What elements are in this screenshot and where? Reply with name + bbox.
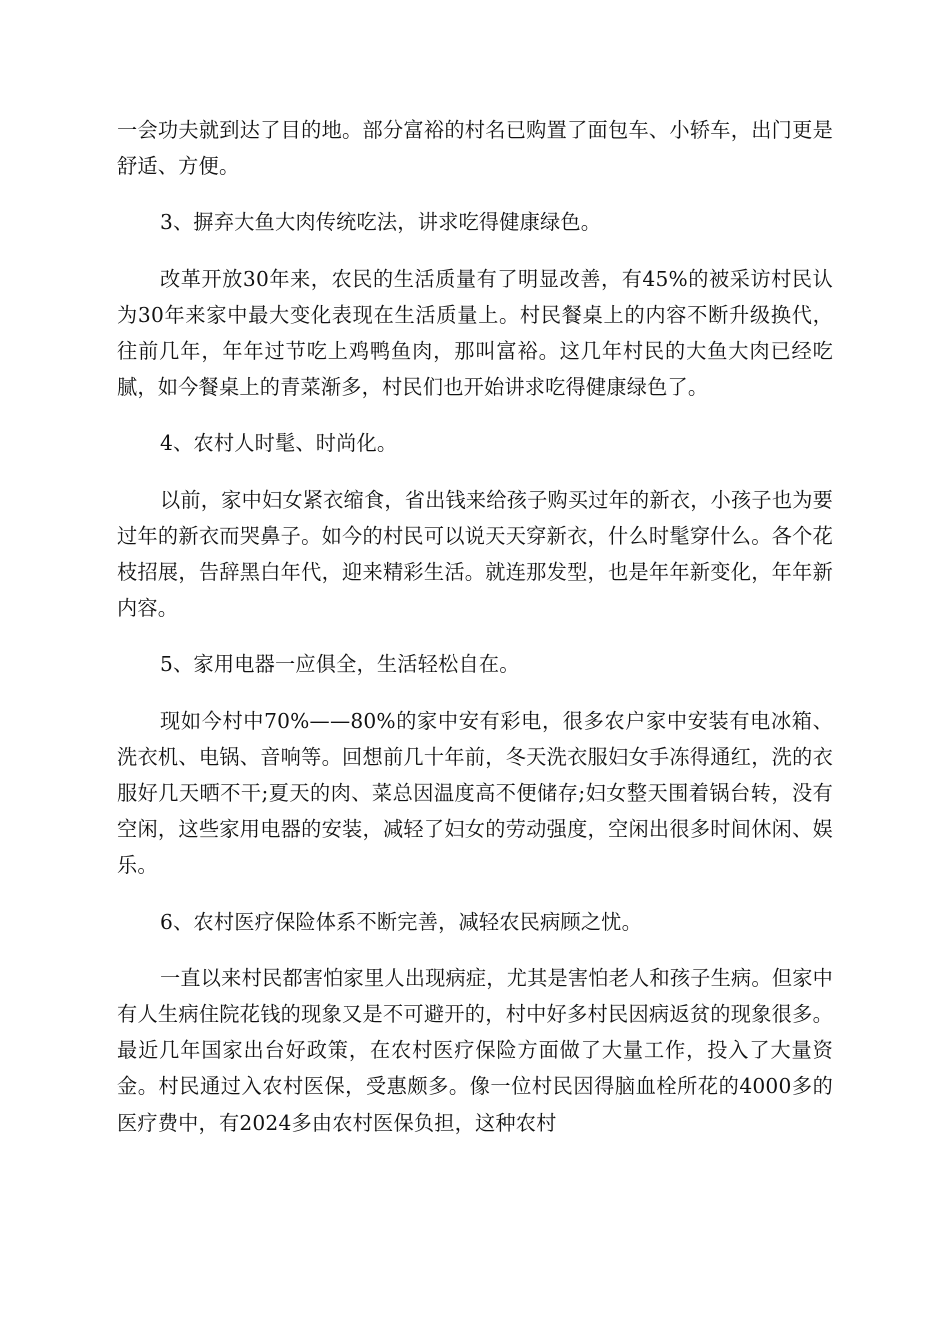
document-page xyxy=(117,112,833,1141)
paragraph-5: 现如今村中70%——80%的家中安有彩电，很多农户家中安装有电冰箱、洗衣机、电锅、音响等。回想前几十年前，冬天洗衣服妇女手冻得通红，洗的衣服好几天晒不干;夏天的肉、菜总因温度高不便储存;妇女整天围着锅台转，没有空闲，这些家用电器的安装，减轻了妇女的劳动强度，空闲出很多时间休闲、娱乐。 xyxy=(117,708,833,878)
heading-5: 5、家用电器一应俱全，生活轻松自在。 xyxy=(160,652,520,677)
heading-4: 4、农村人时髦、时尚化。 xyxy=(160,431,398,456)
paragraph-3: 改革开放30年来，农民的生活质量有了明显改善，有45%的被采访村民认为30年来家中最大变化表现在生活质量上。村民餐桌上的内容不断升级换代，往前几年，年年过节吃上鸡鸭鱼肉，那叫富裕。这几年村民的大鱼大肉已经吃腻，如今餐桌上的青菜渐多，村民们也开始讲求吃得健康绿色了。 xyxy=(117,266,833,400)
paragraph-4: 以前，家中妇女紧衣缩食，省出钱来给孩子购买过年的新衣，小孩子也为要过年的新衣而哭鼻子。如今的村民可以说天天穿新衣，什么时髦穿什么。各个花枝招展，告辞黑白年代，迎来精彩生活。就连那发型，也是年年新变化，年年新内容。 xyxy=(117,487,833,621)
paragraph-6: 一直以来村民都害怕家里人出现病症，尤其是害怕老人和孩子生病。但家中有人生病住院花钱的现象又是不可避开的，村中好多村民因病返贫的现象很多。最近几年国家出台好政策，在农村医疗保险方面做了大量工作，投入了大量资金。村民通过入农村医保，受惠颇多。像一位村民因得脑血栓所花的4000多的医疗费中，有2024多由农村医保负担，这种农村 xyxy=(117,965,833,1135)
heading-3: 3、摒弃大鱼大肉传统吃法，讲求吃得健康绿色。 xyxy=(160,210,602,235)
paragraph-1: 一会功夫就到达了目的地。部分富裕的村名已购置了面包车、小轿车，出门更是舒适、方便。 xyxy=(117,118,833,179)
heading-6: 6、农村医疗保险体系不断完善，减轻农民病顾之忧。 xyxy=(160,909,642,934)
